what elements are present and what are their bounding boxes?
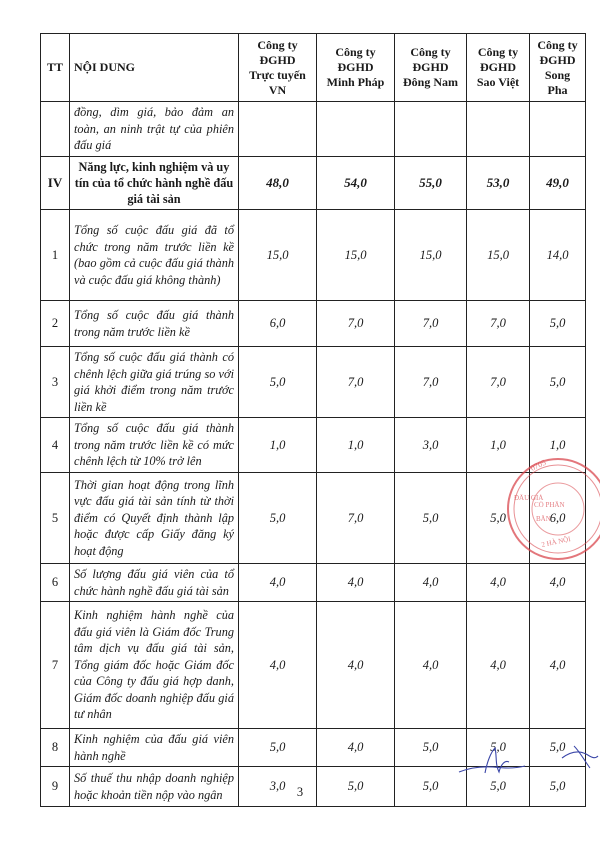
score-cell: 3,0 <box>395 418 467 473</box>
table-row <box>41 729 586 767</box>
row-number: 3 <box>41 347 70 418</box>
row-content: Số thuế thu nhập doanh nghiệp hoặc khoản tiền nộp vào ngân <box>70 767 239 807</box>
row-content: Thời gian hoạt động trong lĩnh vực đấu giá tài sản tính từ thời điểm có Quyết định thành lập hoặc được cấp Giấy đăng ký hoạt động <box>70 473 239 564</box>
header-company-line: Song Pha <box>544 67 571 97</box>
score-cell: 4,0 <box>317 729 395 767</box>
score-cell: 5,0 <box>239 729 317 767</box>
score-cell: 7,0 <box>395 301 467 347</box>
score-cell: 5,0 <box>395 767 467 807</box>
row-content: Kinh nghiệm của đấu giá viên hành nghề <box>70 729 239 767</box>
score-cell: 14,0 <box>530 210 586 301</box>
header-company-line: ĐGHD <box>259 52 296 67</box>
score-cell: 5,0 <box>530 767 586 807</box>
score-cell: 54,0 <box>317 157 395 210</box>
header-company-line: ĐGHD <box>412 60 449 74</box>
row-number: IV <box>41 157 70 210</box>
row-number: 7 <box>41 602 70 729</box>
table-row <box>41 602 586 729</box>
score-cell: 7,0 <box>467 347 530 418</box>
svg-text:BẦN: BẦN <box>536 515 551 523</box>
table-row <box>41 210 586 301</box>
page-number: 3 <box>296 785 304 799</box>
table-row <box>41 564 586 602</box>
score-cell: 3,0 <box>239 767 317 807</box>
header-company <box>395 34 467 102</box>
header-company <box>530 34 586 102</box>
header-company-line: Sao Việt <box>476 75 520 89</box>
row-number: 2 <box>41 301 70 347</box>
row-content: Tổng số cuộc đấu giá đã tổ chức trong năm trước liền kề (bao gồm cả cuộc đấu giá thành và cuộc đấu giá không thành) <box>70 210 239 301</box>
score-cell: 4,0 <box>467 564 530 602</box>
row-content: Tổng số cuộc đấu giá thành có chênh lệch giữa giá trúng so với giá khởi điểm trong năm trước liền kề <box>70 347 239 418</box>
score-cell: 15,0 <box>467 210 530 301</box>
row-number: 1 <box>41 210 70 301</box>
header-company-line: ĐGHD <box>480 60 516 74</box>
score-cell: 4,0 <box>317 564 395 602</box>
score-cell: 4,0 <box>395 564 467 602</box>
score-cell: 5,0 <box>530 301 586 347</box>
score-cell: 5,0 <box>530 729 586 767</box>
score-cell: 5,0 <box>530 347 586 418</box>
score-cell: 4,0 <box>239 602 317 729</box>
header-company-line: Công ty <box>410 45 451 59</box>
table-row <box>41 157 586 210</box>
score-cell: 4,0 <box>395 602 467 729</box>
header-tt: TT <box>41 34 70 102</box>
score-cell: 5,0 <box>239 473 317 564</box>
score-cell: 6,0 <box>239 301 317 347</box>
row-number: 4 <box>41 418 70 473</box>
score-cell: 5,0 <box>467 473 530 564</box>
header-content: NỘI DUNG <box>70 34 239 102</box>
score-cell: 7,0 <box>467 301 530 347</box>
svg-text:0705: 0705 <box>529 457 548 473</box>
row-number: 9 <box>41 767 70 807</box>
score-cell: 7,0 <box>317 347 395 418</box>
score-cell <box>530 102 586 157</box>
score-cell: 15,0 <box>239 210 317 301</box>
row-content: đồng, dìm giá, bảo đảm an toàn, an ninh trật tự của phiên đấu giá <box>70 102 239 157</box>
score-cell: 4,0 <box>239 564 317 602</box>
score-cell: 1,0 <box>530 418 586 473</box>
table-row <box>41 418 586 473</box>
header-company-line: Minh Pháp <box>326 75 385 89</box>
table-row <box>41 473 586 564</box>
row-content: Tổng số cuộc đấu giá thành trong năm trước liền kề <box>70 301 239 347</box>
row-content: Kinh nghiệm hành nghề của đấu giá viên là Giám đốc Trung tâm dịch vụ đấu giá tài sản, Tổng giám đốc hoặc Giám đốc của Công ty đấu giá hợp danh, Giám đốc doanh nghiệp đấu giá tư nhân <box>70 602 239 729</box>
score-cell: 15,0 <box>317 210 395 301</box>
row-number: 5 <box>41 473 70 564</box>
header-company-line: Công ty <box>257 37 298 52</box>
header-company-line: ĐGHD <box>337 60 374 74</box>
table-header-row <box>41 34 586 102</box>
row-number: 6 <box>41 564 70 602</box>
score-cell: 7,0 <box>317 301 395 347</box>
score-cell: 6,0 <box>530 473 586 564</box>
header-company-line: Công ty <box>537 37 578 52</box>
header-company-line: Công ty <box>335 45 376 59</box>
score-cell: 4,0 <box>317 602 395 729</box>
svg-text:2 HÀ NỘI: 2 HÀ NỘI <box>540 534 572 549</box>
score-cell: 4,0 <box>530 564 586 602</box>
svg-text:CỔ PHẦN: CỔ PHẦN <box>534 501 565 509</box>
score-cell: 1,0 <box>467 418 530 473</box>
row-content: Tổng số cuộc đấu giá thành trong năm trước liền kề có mức chênh lệch từ 10% trở lên <box>70 418 239 473</box>
score-cell: 7,0 <box>395 347 467 418</box>
score-cell: 55,0 <box>395 157 467 210</box>
table-row <box>41 102 586 157</box>
row-number: 8 <box>41 729 70 767</box>
score-cell <box>467 102 530 157</box>
score-cell: 7,0 <box>317 473 395 564</box>
header-company-line: Công ty <box>477 45 519 59</box>
header-company <box>317 34 395 102</box>
score-cell: 1,0 <box>317 418 395 473</box>
row-content: Năng lực, kinh nghiệm và uy tín của tổ chức hành nghề đấu giá tài sản <box>70 157 239 210</box>
score-cell: 48,0 <box>239 157 317 210</box>
header-company-line: Đông Nam <box>402 75 458 89</box>
score-cell <box>239 102 317 157</box>
score-cell: 4,0 <box>530 602 586 729</box>
header-company-line: ĐGHD <box>539 52 576 67</box>
score-cell: 5,0 <box>395 473 467 564</box>
table-row <box>41 347 586 418</box>
header-company <box>239 34 317 102</box>
score-cell: 15,0 <box>395 210 467 301</box>
score-cell: 53,0 <box>467 157 530 210</box>
header-company-line: VN <box>268 82 287 97</box>
score-cell: 1,0 <box>239 418 317 473</box>
score-cell: 5,0 <box>467 729 530 767</box>
score-cell <box>395 102 467 157</box>
score-cell: 5,0 <box>467 767 530 807</box>
header-company <box>467 34 530 102</box>
table-row <box>41 301 586 347</box>
row-content: Số lượng đấu giá viên của tổ chức hành nghề đấu giá tài sản <box>70 564 239 602</box>
row-number <box>41 102 70 157</box>
scoring-table <box>40 33 586 807</box>
score-cell: 5,0 <box>317 767 395 807</box>
score-cell: 49,0 <box>530 157 586 210</box>
score-cell: 5,0 <box>239 347 317 418</box>
score-cell <box>317 102 395 157</box>
header-company-line: Trực tuyến <box>249 67 306 82</box>
score-cell: 5,0 <box>395 729 467 767</box>
score-cell: 4,0 <box>467 602 530 729</box>
svg-text:ĐẤU GIÁ: ĐẤU GIÁ <box>514 494 544 502</box>
